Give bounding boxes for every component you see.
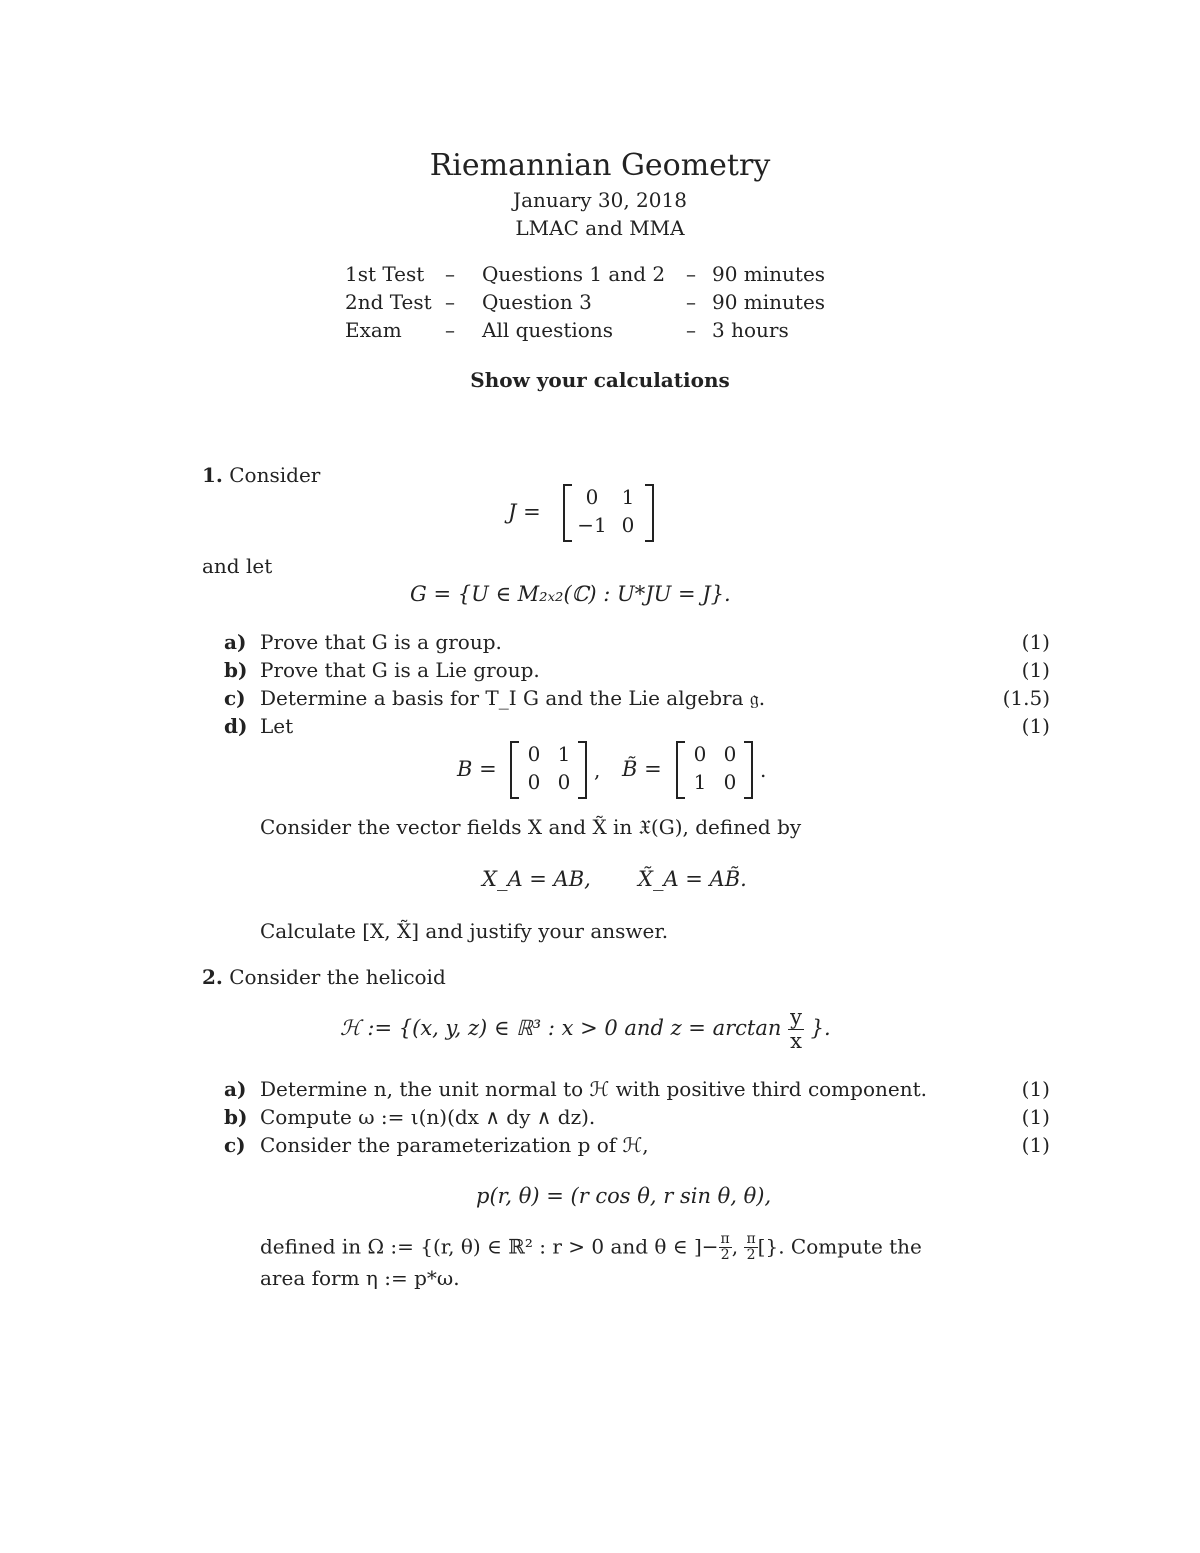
part-points: (1) [1021, 658, 1050, 682]
part-points: (1) [1021, 630, 1050, 654]
matrix-cell: −1 [577, 513, 607, 537]
matrix-cell: 0 [527, 742, 541, 766]
part-label: c) [224, 1133, 246, 1157]
part-text: Determine n, the unit normal to ℋ with positive third component. [260, 1077, 927, 1101]
matrix-cell: 0 [723, 742, 737, 766]
schedule-dash: – [445, 290, 455, 314]
fraction: $\frac{\pi}{2}$ [720, 1231, 730, 1264]
XtildeA-equation: X̃_A = AB̃. [638, 867, 747, 891]
helicoid-definition: ℋ := {(x, y, z) ∈ ℝ³ : x > 0 and z = arctan $\frac{y}{x}$ }. [340, 1005, 831, 1054]
matrix-cell: 0 [723, 770, 737, 794]
question-intro [202, 965, 446, 989]
matrix-cell: 0 [621, 513, 635, 537]
matrix-cell: 0 [557, 770, 571, 794]
page-title: Riemannian Geometry [429, 148, 771, 183]
period: . [760, 758, 767, 782]
part-label: b) [224, 1105, 248, 1129]
part-text: Determine a basis for T_I G and the Lie algebra 𝔤. [260, 686, 766, 710]
XA-equation: X_A = AB, [482, 867, 591, 891]
matrix-cell: 0 [527, 770, 541, 794]
exam-date: January 30, 2018 [513, 188, 687, 212]
question-intro [202, 463, 320, 487]
matrix-cell: 1 [621, 485, 635, 509]
schedule-questions: All questions [482, 318, 613, 342]
schedule-questions: Question 3 [482, 290, 592, 314]
part-label: c) [224, 686, 246, 710]
B-label: B = [457, 757, 497, 781]
calculate-text: Calculate [X, X̃] and justify your answer. [260, 919, 669, 943]
schedule-dash: – [445, 262, 455, 286]
question-number: 2. [202, 965, 223, 989]
part-points: (1) [1021, 714, 1050, 738]
matrix-cell: 0 [693, 742, 707, 766]
part-text: Let [260, 714, 294, 738]
part-label: d) [224, 714, 248, 738]
schedule-test: Exam [345, 318, 402, 342]
vector-fields-text: Consider the vector fields X and X̃ in 𝔛(G), defined by [260, 815, 802, 839]
schedule-time: 90 minutes [712, 290, 826, 314]
area-form-text: area form η := p*ω. [260, 1266, 460, 1290]
fraction: $\frac{y}{x}$ [790, 1005, 802, 1054]
matrix-left-bracket [563, 484, 572, 542]
matrix-right-bracket [578, 741, 587, 799]
part-points: (1) [1021, 1077, 1050, 1101]
instruction: Show your calculations [470, 368, 730, 392]
domain-definition: defined in Ω := {(r, θ) ∈ ℝ² : r > 0 and θ ∈ ]− $\frac{\pi}{2}$ , $\frac{\pi}{2}$ [}. Compute the [260, 1231, 922, 1264]
part-points: (1.5) [1002, 686, 1050, 710]
part-text: Prove that G is a group. [260, 630, 502, 654]
matrix-cell: 0 [585, 485, 599, 509]
G-definition: G = {U ∈ M₂ₓ₂(ℂ) : U*JU = J}. [410, 582, 731, 606]
schedule-test: 2nd Test [345, 290, 432, 314]
programs: LMAC and MMA [515, 216, 685, 240]
part-text: Prove that G is a Lie group. [260, 658, 540, 682]
schedule-dash: – [445, 318, 455, 342]
question-number: 1. [202, 463, 223, 487]
matrix-cell: 1 [693, 770, 707, 794]
question-text: Consider [229, 463, 321, 487]
part-points: (1) [1021, 1105, 1050, 1129]
part-label: a) [224, 1077, 247, 1101]
schedule-dash: – [686, 290, 696, 314]
comma: , [594, 758, 601, 782]
part-text: Consider the parameterization p of ℋ, [260, 1133, 649, 1157]
schedule-questions: Questions 1 and 2 [482, 262, 666, 286]
part-text: Compute ω := ι(n)(dx ∧ dy ∧ dz). [260, 1105, 596, 1129]
part-label: b) [224, 658, 248, 682]
J-label: J = [508, 500, 541, 524]
schedule-time: 3 hours [712, 318, 789, 342]
Btilde-label: B̃ = [622, 757, 662, 781]
matrix-right-bracket [645, 484, 654, 542]
parameterization: p(r, θ) = (r cos θ, r sin θ, θ), [476, 1184, 772, 1208]
part-label: a) [224, 630, 247, 654]
part-points: (1) [1021, 1133, 1050, 1157]
matrix-right-bracket [744, 741, 753, 799]
schedule-dash: – [686, 262, 696, 286]
schedule-test: 1st Test [345, 262, 425, 286]
schedule-time: 90 minutes [712, 262, 826, 286]
schedule-dash: – [686, 318, 696, 342]
matrix-cell: 1 [557, 742, 571, 766]
fraction: $\frac{\pi}{2}$ [746, 1231, 756, 1264]
question-text: Consider the helicoid [229, 965, 446, 989]
and-let: and let [202, 554, 273, 578]
